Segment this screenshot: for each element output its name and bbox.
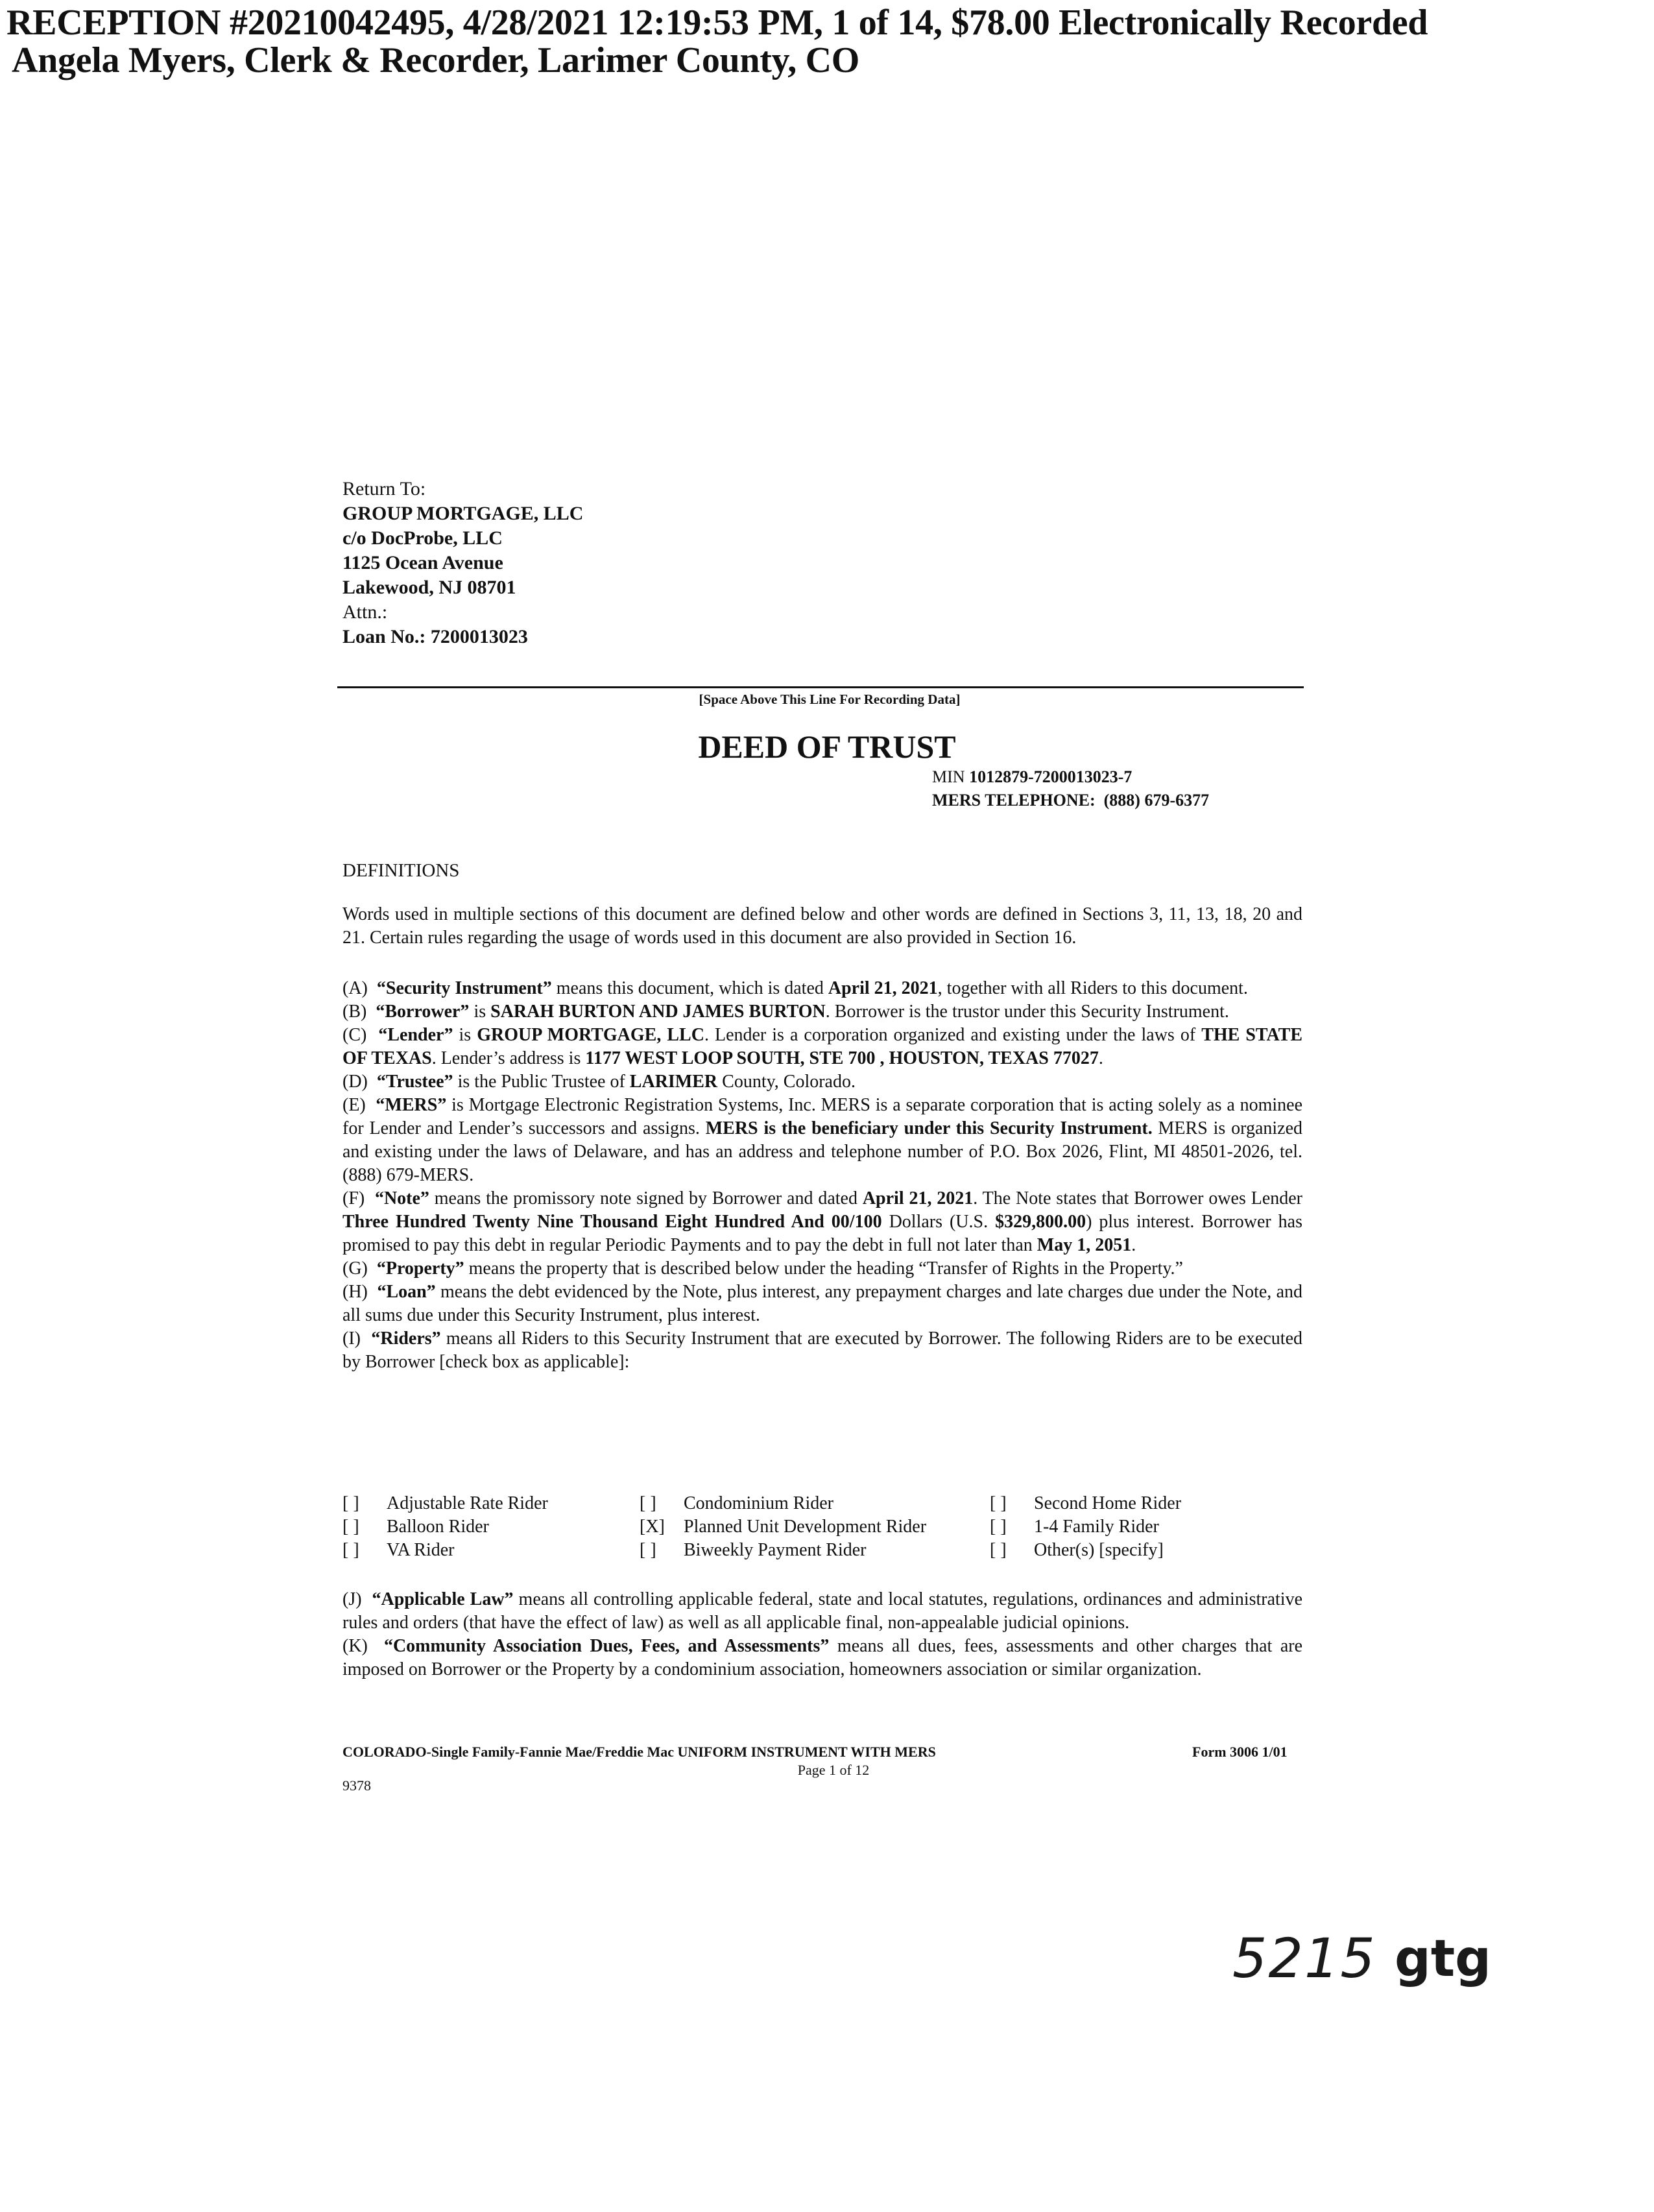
document-title: DEED OF TRUST (698, 728, 956, 765)
definition-term: “Riders” (371, 1328, 441, 1349)
return-to-attn: Attn.: (342, 601, 388, 623)
rider-checkbox-checked: [X] (640, 1517, 665, 1537)
definition-e (342, 1094, 1302, 1187)
definition-letter: (B) (342, 1002, 367, 1022)
definition-letter: (D) (342, 1072, 368, 1092)
definition-letter: (J) (342, 1589, 362, 1609)
rider-label: VA Rider (387, 1540, 455, 1560)
definition-text: means the promissory note signed by Borrower and dated (429, 1188, 863, 1208)
rider-label: Biweekly Payment Rider (684, 1540, 867, 1560)
definition-c (342, 1024, 1302, 1070)
loan-number-label: Loan No.: (342, 626, 426, 647)
definition-text: means all Riders to this Security Instrument that are executed by Borrower. The following Riders are to be executed by Borrower [check box as applicable]: (342, 1328, 1302, 1372)
definition-text: is Mortgage Electronic Registration Systems, Inc. MERS is a separate corporation that is acting solely as a nominee for Lender and Lender’s successors and assigns. (342, 1095, 1302, 1138)
form-title: COLORADO-Single Family-Fannie Mae/Freddie Mac UNIFORM INSTRUMENT WITH MERS (342, 1744, 936, 1760)
security-instrument-date: April 21, 2021 (828, 978, 938, 998)
definition-text: means the debt evidenced by the Note, plus interest, any prepayment charges and late charges due under the Note, and all sums due under this Security Instrument, plus interest. (342, 1282, 1303, 1325)
mers-phone-label: MERS TELEPHONE: (932, 791, 1096, 810)
handwritten-note: 5215 (1232, 1927, 1376, 1990)
definition-text: means this document, which is dated (551, 978, 828, 998)
return-to-care-of: c/o DocProbe, LLC (342, 527, 503, 549)
rider-checkbox: [ ] (640, 1540, 656, 1560)
rider-biweekly-payment (640, 1539, 990, 1562)
definition-g (342, 1257, 1302, 1280)
definition-text: is (453, 1025, 477, 1045)
definition-letter: (G) (342, 1258, 368, 1279)
definition-d (342, 1070, 1302, 1094)
rider-label: Balloon Rider (387, 1517, 489, 1537)
definition-letter: (K) (342, 1636, 368, 1656)
rider-balloon (342, 1515, 640, 1539)
definition-k (342, 1635, 1302, 1681)
definition-text: MERS is organized and existing under the laws of Delaware, and has an address and telephone number of P.O. Box 2026, Flint, MI 48501-2026, tel. (888) 679-MERS. (342, 1118, 1303, 1185)
trustee-county: LARIMER (629, 1072, 718, 1092)
definition-text: . Borrower is the trustor under this Security Instrument. (825, 1002, 1229, 1022)
rider-planned-unit-development (640, 1515, 990, 1539)
definition-text: ) plus interest. Borrower has promised to pay this debt in regular Periodic Payments and to pay the debt in full not later than (342, 1212, 1302, 1255)
definition-letter: (A) (342, 978, 368, 998)
min-block (932, 765, 1209, 812)
rider-condominium (640, 1492, 990, 1515)
definition-term: “Note” (374, 1188, 429, 1208)
definition-letter: (E) (342, 1095, 366, 1115)
definitions-heading: DEFINITIONS (342, 860, 460, 881)
definition-text: means all controlling applicable federal, state and local statutes, regulations, ordinances and administrative rules and orders (that have the effect of law) as well as all applicable final, non-appealable judicial opinions. (342, 1589, 1303, 1633)
min-value: 1012879-7200013023-7 (969, 767, 1133, 786)
rider-checkbox: [ ] (990, 1517, 1007, 1537)
definition-text: , together with all Riders to this document. (937, 978, 1248, 998)
rider-checkbox: [ ] (342, 1517, 359, 1537)
definition-text: is the Public Trustee of (453, 1072, 630, 1092)
return-to-city: Lakewood, NJ 08701 (342, 577, 516, 598)
page-number: Page 1 of 12 (797, 1762, 870, 1778)
definitions-list-a-i (342, 977, 1302, 1374)
definition-text: County, Colorado. (717, 1072, 856, 1092)
definitions-list-j-k (342, 1588, 1302, 1681)
definition-text: . Lender’s address is (431, 1048, 586, 1068)
rider-1-4-family (990, 1515, 1302, 1539)
definitions-intro: Words used in multiple sections of this document are defined below and other words are defined in Sections 3, 11, 13, 18, 20 and 21. Certain rules regarding the usage of words used in this document are also provided in Section 16. (342, 904, 1302, 948)
definition-h (342, 1280, 1302, 1327)
definition-letter: (F) (342, 1188, 365, 1208)
return-to-block (342, 477, 583, 649)
document-code: 9378 (342, 1777, 371, 1794)
definition-term: “Loan” (377, 1282, 436, 1302)
min-label: MIN (932, 767, 965, 786)
definition-term: “MERS” (376, 1095, 447, 1115)
definition-letter: (H) (342, 1282, 368, 1302)
definition-text: means all dues, fees, assessments and other charges that are imposed on Borrower or the Property by a condominium association, homeowners association or similar organization. (342, 1636, 1303, 1679)
rider-adjustable-rate (342, 1492, 640, 1515)
rider-label: Planned Unit Development Rider (684, 1517, 927, 1537)
loan-number-value: 7200013023 (430, 626, 528, 647)
definition-term: “Applicable Law” (372, 1589, 514, 1609)
space-above-note (0, 691, 1654, 708)
rider-checkbox: [ ] (990, 1540, 1007, 1560)
riders-checklist (342, 1492, 1302, 1562)
rider-checkbox: [ ] (640, 1493, 656, 1513)
definition-text: . Lender is a corporation organized and existing under the laws of (704, 1025, 1202, 1045)
definition-term: “Community Association Dues, Fees, and Assessments” (383, 1636, 830, 1656)
rider-checkbox: [ ] (342, 1540, 359, 1560)
loan-number-line (342, 625, 583, 649)
definition-term: “Property” (376, 1258, 464, 1279)
definition-text: . (1098, 1048, 1103, 1068)
definition-text: means the property that is described below under the heading “Transfer of Rights in the Property.” (464, 1258, 1183, 1279)
definition-term: “Trustee” (376, 1072, 453, 1092)
initials-mark: gtg (1395, 1930, 1491, 1988)
maturity-date: May 1, 2051 (1037, 1235, 1132, 1255)
definition-f (342, 1187, 1302, 1257)
rider-label: Adjustable Rate Rider (387, 1493, 548, 1513)
return-to-street: 1125 Ocean Avenue (342, 552, 503, 573)
rider-checkbox: [ ] (990, 1493, 1007, 1513)
space-above-text: [Space Above This Line For Recording Data] (699, 691, 961, 707)
definition-term: “Lender” (378, 1025, 453, 1045)
definition-b (342, 1000, 1302, 1024)
mers-beneficiary-statement: MERS is the beneficiary under this Security Instrument. (705, 1118, 1153, 1138)
page-number-block (0, 1762, 1654, 1779)
loan-amount: $329,800.00 (995, 1212, 1086, 1232)
definition-text: Dollars (U.S. (881, 1212, 996, 1232)
lender-state: THE STATE OF TEXAS (342, 1025, 1303, 1068)
form-number: Form 3006 1/01 (1192, 1744, 1288, 1760)
rider-second-home (990, 1492, 1302, 1515)
mers-phone-value: (888) 679-6377 (1103, 791, 1210, 810)
recording-header-line2: Angela Myers, Clerk & Recorder, Larimer County, CO (12, 40, 859, 80)
rider-others (990, 1539, 1302, 1562)
rider-va (342, 1539, 640, 1562)
definition-a (342, 977, 1302, 1000)
borrower-names: SARAH BURTON AND JAMES BURTON (490, 1002, 826, 1022)
definition-i (342, 1327, 1302, 1374)
definition-letter: (I) (342, 1328, 361, 1349)
definition-text: is (469, 1002, 491, 1022)
definition-term: “Borrower” (376, 1002, 470, 1022)
rider-checkbox: [ ] (342, 1493, 359, 1513)
lender-name: GROUP MORTGAGE, LLC (477, 1025, 704, 1045)
rider-label: Condominium Rider (684, 1493, 833, 1513)
definition-text: . (1131, 1235, 1136, 1255)
lender-address: 1177 WEST LOOP SOUTH, STE 700 , HOUSTON, TEXAS 77027 (585, 1048, 1099, 1068)
definition-letter: (C) (342, 1025, 367, 1045)
rider-label: 1-4 Family Rider (1034, 1517, 1159, 1537)
loan-amount-words: Three Hundred Twenty Nine Thousand Eight Hundred And 00/100 (342, 1212, 882, 1232)
note-date: April 21, 2021 (862, 1188, 974, 1208)
recording-header-line1: RECEPTION #20210042495, 4/28/2021 12:19:53 PM, 1 of 14, $78.00 Electronically Recorded (6, 3, 1428, 43)
definition-j (342, 1588, 1302, 1635)
definition-text: . The Note states that Borrower owes Lender (973, 1188, 1303, 1208)
return-to-company: GROUP MORTGAGE, LLC (342, 503, 584, 524)
rider-label: Second Home Rider (1034, 1493, 1182, 1513)
rider-label: Other(s) [specify] (1034, 1540, 1164, 1560)
return-to-label: Return To: (342, 478, 426, 499)
recording-space-rule (337, 686, 1304, 688)
definition-term: “Security Instrument” (376, 978, 552, 998)
